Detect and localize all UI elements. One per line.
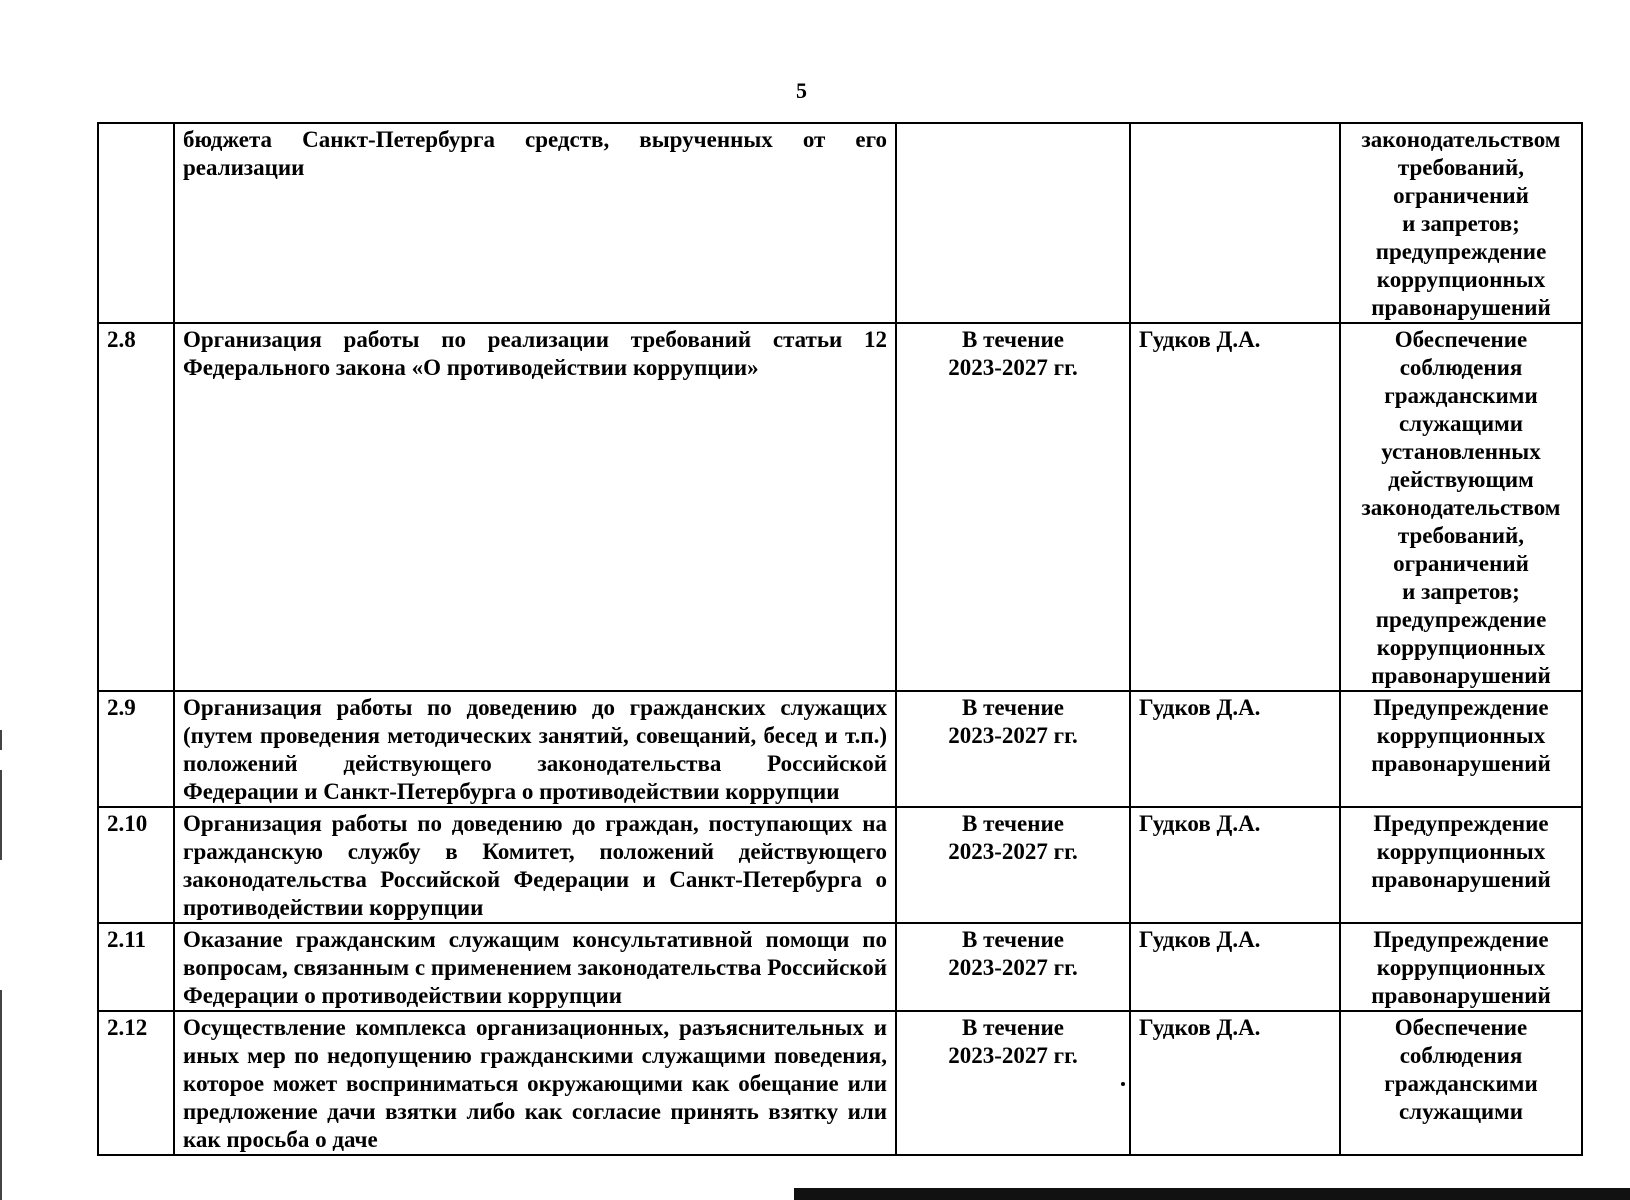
result-line: коррупционных [1376,635,1546,660]
term-line: 2023-2027 гг. [948,1043,1078,1068]
term-line: 2023-2027 гг. [948,355,1078,380]
table-row [98,323,1582,691]
result-line: правонарушений [1371,983,1551,1008]
row-description: Оказание гражданским служащим консультативной помощи по вопросам, связанным с применением законодательства Российской Федерации о противодействии коррупции [174,923,896,1011]
page-number: 5 [796,78,807,103]
table-row [98,807,1582,923]
result-line: законодательством [1361,495,1561,520]
result-line: Обеспечение [1394,327,1528,352]
row-number: 2.8 [98,323,174,691]
row-result [1340,1011,1582,1155]
row-result [1340,691,1582,807]
scan-edge-bar [794,1188,1630,1200]
row-term [896,123,1130,323]
row-responsible: Гудков Д.А. [1130,923,1340,1011]
row-term [896,807,1130,923]
row-result [1340,323,1582,691]
result-line: установленных [1381,439,1541,464]
row-result [1340,123,1582,323]
result-line: предупреждение [1375,607,1547,632]
table-row [98,691,1582,807]
result-line: законодательством [1361,127,1561,152]
row-number [98,123,174,323]
row-term [896,1011,1130,1155]
row-term [896,323,1130,691]
scan-edge-mark [0,770,2,860]
result-line: соблюдения [1399,1043,1523,1068]
row-description: Организация работы по реализации требований статьи 12 Федерального закона «О противодействии коррупции» [174,323,896,691]
row-term [896,691,1130,807]
row-number: 2.11 [98,923,174,1011]
result-line: ограничений [1393,183,1529,208]
scan-edge-mark [0,730,2,750]
result-line: правонарушений [1371,295,1551,320]
result-line: Обеспечение [1394,1015,1528,1040]
row-term [896,923,1130,1011]
result-line: Предупреждение [1373,811,1549,836]
anticorruption-plan-table [97,122,1583,1156]
result-line: правонарушений [1371,663,1551,688]
result-line: и запретов; [1402,579,1520,604]
row-responsible [1130,123,1340,323]
term-line: 2023-2027 гг. [948,839,1078,864]
result-line: коррупционных [1376,839,1546,864]
term-line: В течение [962,811,1064,836]
row-responsible: Гудков Д.А. [1130,1011,1340,1155]
row-number: 2.9 [98,691,174,807]
row-description: Осуществление комплекса организационных, разъяснительных и иных мер по недопущению гражданскими служащими поведения, которое может восприниматься окружающими как обещание или предложение дачи взятки либо как согласие принять взятку или как просьба о даче [174,1011,896,1155]
result-line: служащими [1398,1099,1524,1124]
table-row [98,923,1582,1011]
term-line: В течение [962,927,1064,952]
row-result [1340,923,1582,1011]
result-line: гражданскими [1384,1071,1538,1096]
scan-speck [1121,1082,1125,1086]
term-line: 2023-2027 гг. [948,955,1078,980]
result-line: действующим [1388,467,1534,492]
row-number: 2.10 [98,807,174,923]
table-row [98,1011,1582,1155]
result-line: гражданскими [1384,383,1538,408]
row-responsible: Гудков Д.А. [1130,323,1340,691]
result-line: коррупционных [1376,955,1546,980]
table-row [98,123,1582,323]
row-responsible: Гудков Д.А. [1130,691,1340,807]
result-line: правонарушений [1371,867,1551,892]
result-line: правонарушений [1371,751,1551,776]
result-line: служащими [1398,411,1524,436]
result-line: коррупционных [1376,723,1546,748]
result-line: предупреждение [1375,239,1547,264]
term-line: В течение [962,327,1064,352]
row-result [1340,807,1582,923]
row-description: Организация работы по доведению до граждан, поступающих на гражданскую службу в Комитет, положений действующего законодательства Российской Федерации и Санкт-Петербурга о противодействии коррупции [174,807,896,923]
result-line: коррупционных [1376,267,1546,292]
row-number: 2.12 [98,1011,174,1155]
term-line: В течение [962,695,1064,720]
term-line: В течение [962,1015,1064,1040]
result-line: требований, [1397,155,1525,180]
scan-edge-mark [0,990,2,1200]
result-line: Предупреждение [1373,927,1549,952]
row-description: бюджета Санкт-Петербурга средств, вырученных от его реализации [174,123,896,323]
term-line: 2023-2027 гг. [948,723,1078,748]
row-description: Организация работы по доведению до гражданских служащих (путем проведения методических занятий, совещаний, бесед и т.п.) положений действующего законодательства Российской Федерации и Санкт-Петербурга о противодействии коррупции [174,691,896,807]
result-line: Предупреждение [1373,695,1549,720]
result-line: и запретов; [1402,211,1520,236]
row-responsible: Гудков Д.А. [1130,807,1340,923]
result-line: требований, [1397,523,1525,548]
result-line: ограничений [1393,551,1529,576]
result-line: соблюдения [1399,355,1523,380]
